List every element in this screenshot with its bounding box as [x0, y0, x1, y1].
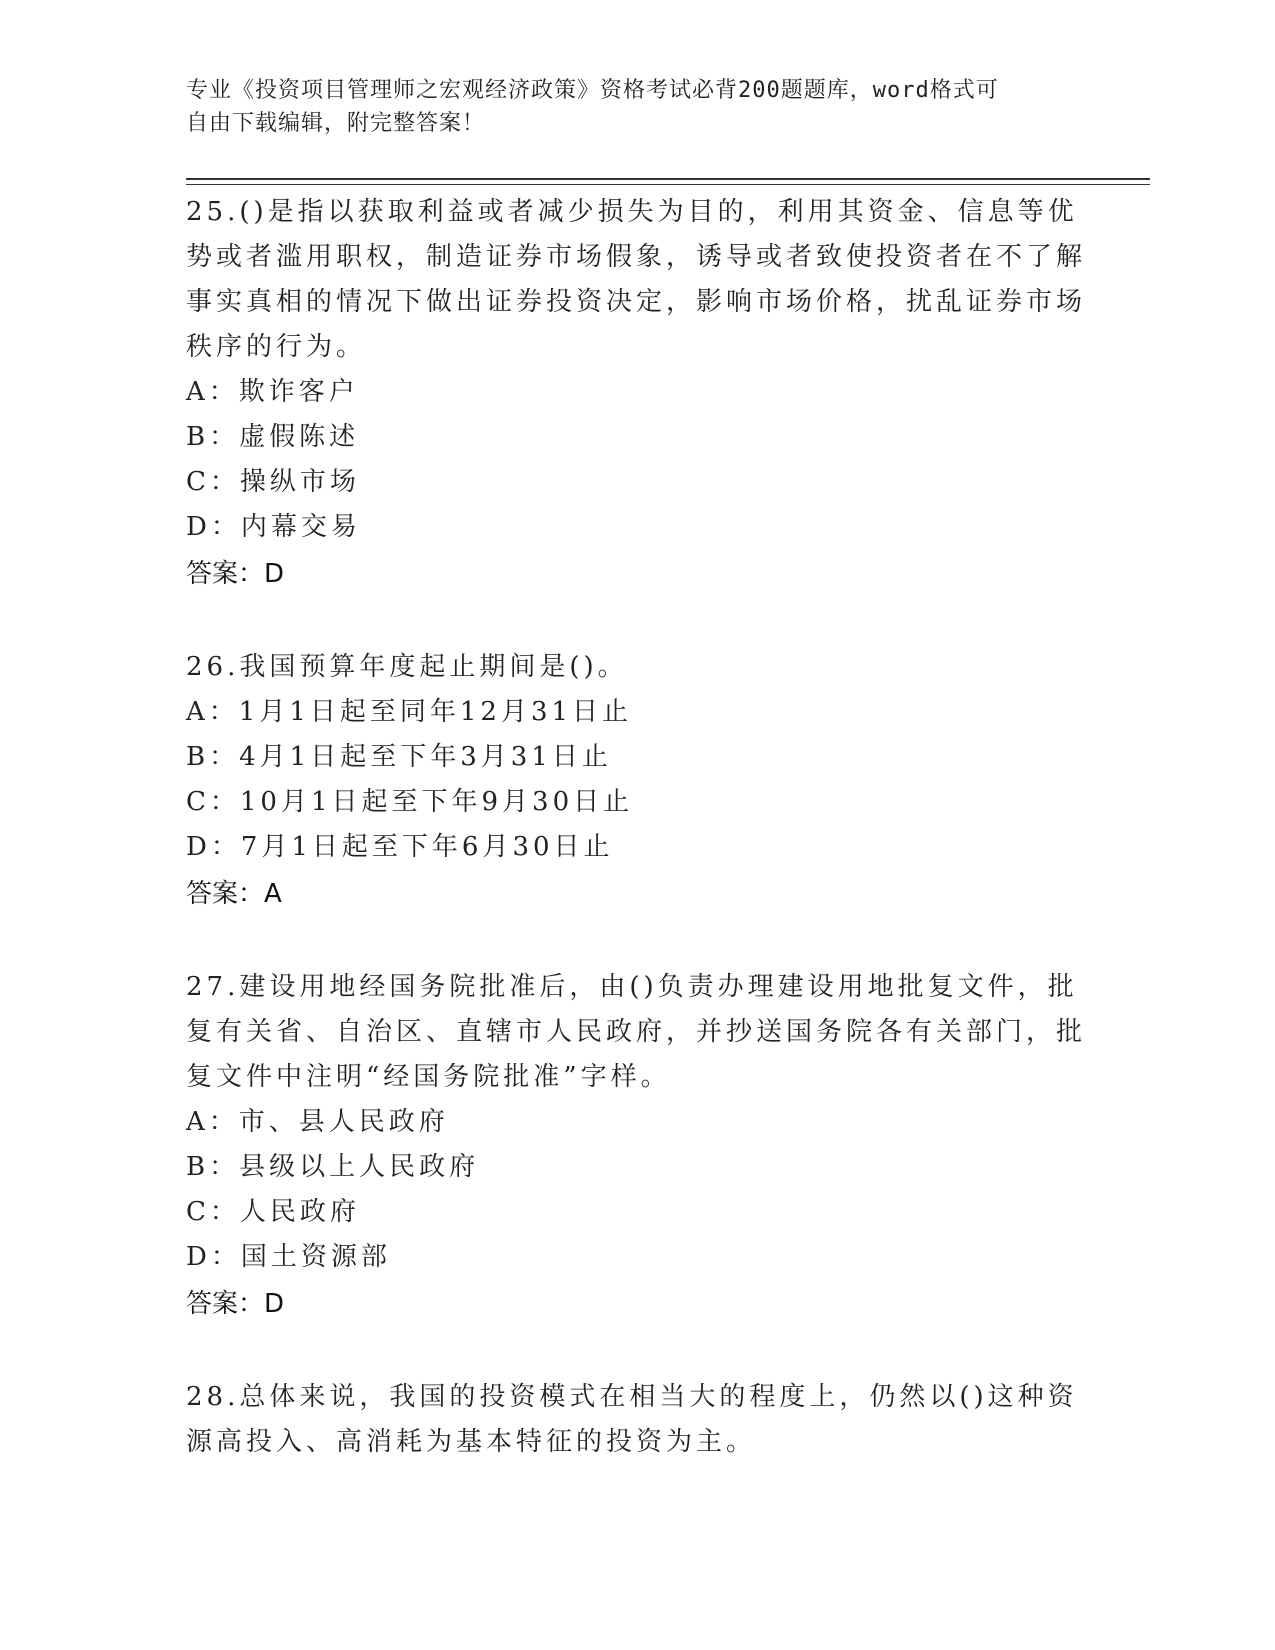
- option-c: C：人民政府: [186, 1197, 360, 1227]
- document-header: [186, 74, 1066, 140]
- question-text: 28.总体来说，我国的投资模式在相当大的程度上，仍然以()这种资源高投入、高消耗为基本特征的投资为主。: [186, 1382, 1078, 1457]
- answer-text: 答案：D: [186, 1289, 285, 1319]
- header-divider-thick: [186, 178, 1150, 180]
- question-list: [186, 190, 1086, 1513]
- option-d: D：内幕交易: [186, 512, 361, 542]
- question-text: 25.()是指以获取利益或者减少损失为目的，利用其资金、信息等优势或者滥用职权，制造证券市场假象，诱导或者致使投资者在不了解事实真相的情况下做出证券投资决定，影响市场价格，扰乱证券市场秩序的行为。: [186, 197, 1087, 362]
- option-a: A：市、县人民政府: [186, 1107, 449, 1137]
- header-divider-thin: [186, 184, 1150, 185]
- answer-text: 答案：A: [186, 879, 282, 909]
- option-b: B：4月1日起至下年3月31日止: [186, 742, 612, 772]
- question-27: [186, 965, 1086, 1327]
- option-c: C：10月1日起至下年9月30日止: [186, 787, 634, 817]
- option-a: A：欺诈客户: [186, 377, 359, 407]
- question-25: [186, 190, 1086, 597]
- option-d: D：国土资源部: [186, 1242, 391, 1272]
- question-26: [186, 645, 1086, 917]
- option-a: A：1月1日起至同年12月31日止: [186, 697, 633, 727]
- answer-text: 答案：D: [186, 559, 285, 589]
- option-b: B：县级以上人民政府: [186, 1152, 480, 1182]
- question-28: [186, 1375, 1086, 1465]
- option-d: D：7月1日起至下年6月30日止: [186, 832, 614, 862]
- header-title-line-1: 专业《投资项目管理师之宏观经济政策》资格考试必背200题题库，word格式可: [186, 78, 999, 103]
- option-b: B：虚假陈述: [186, 422, 360, 452]
- header-title-line-2: 自由下载编辑，附完整答案！: [186, 111, 486, 136]
- question-text: 26.我国预算年度起止期间是()。: [186, 652, 628, 682]
- question-text: 27.建设用地经国务院批准后，由()负责办理建设用地批复文件，批复有关省、自治区、直辖市人民政府，并抄送国务院各有关部门，批复文件中注明“经国务院批准”字样。: [186, 972, 1087, 1092]
- option-c: C：操纵市场: [186, 467, 360, 497]
